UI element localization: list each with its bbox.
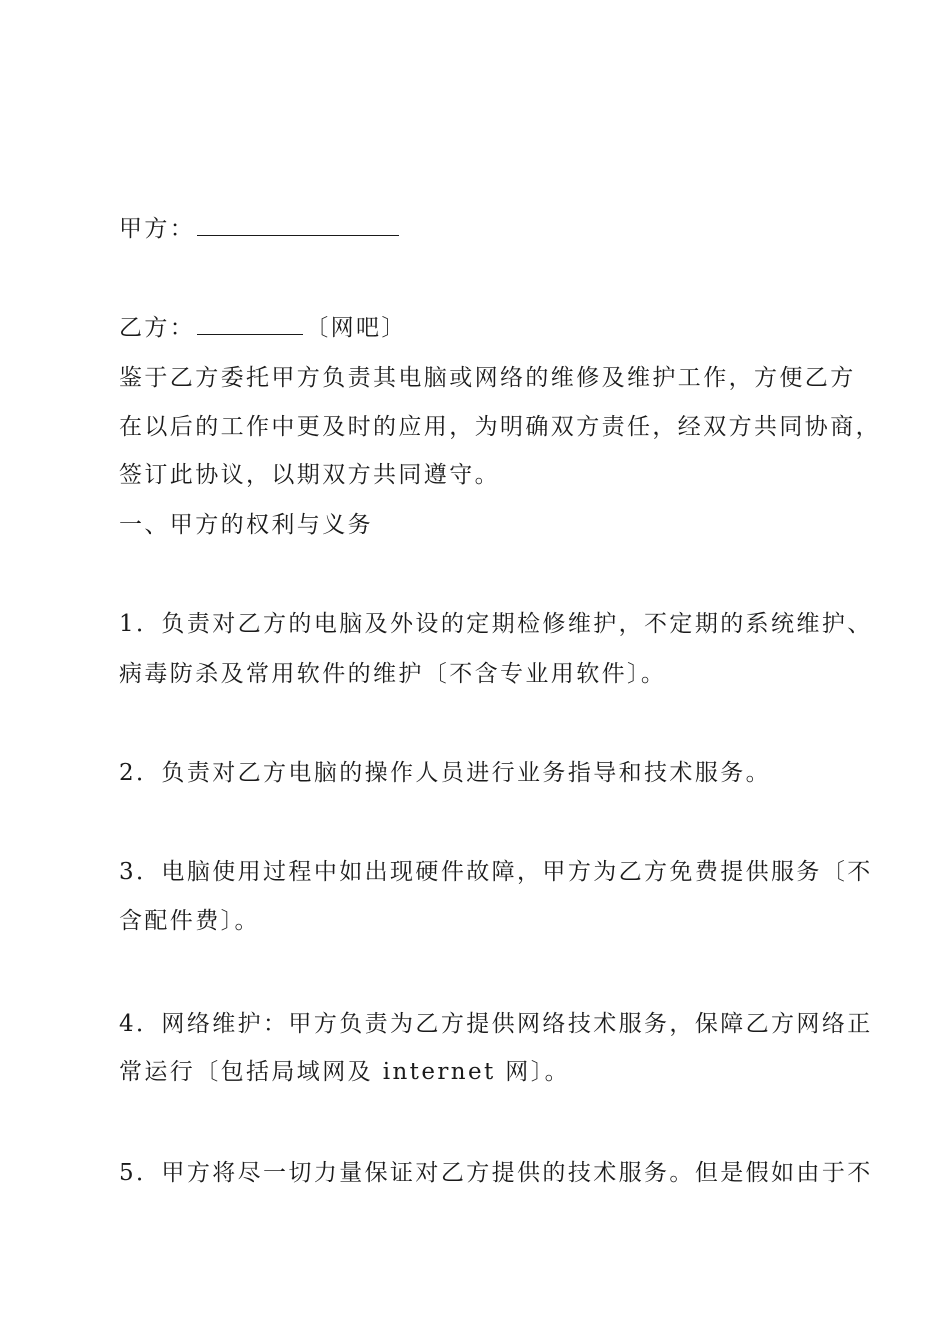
section-heading: 一、甲方的权利与义务 [119, 512, 373, 538]
clause-1-line-1: 1．负责对乙方的电脑及外设的定期检修维护，不定期的系统维护、 [119, 611, 873, 637]
clause-3-line-1: 3．电脑使用过程中如出现硬件故障，甲方为乙方免费提供服务〔不 [119, 859, 873, 885]
clause-1-line-2: 病毒防杀及常用软件的维护〔不含专业用软件〕。 [119, 661, 667, 687]
clause-3-line-2: 含配件费〕。 [119, 908, 260, 934]
party-b-line [119, 312, 407, 343]
party-a-label: 甲方： [119, 216, 196, 242]
party-a-line [119, 213, 399, 244]
preamble-line-1: 鉴于乙方委托甲方负责其电脑或网络的维修及维护工作，方便乙方 [119, 365, 856, 391]
party-b-suffix: 〔网吧〕 [305, 315, 407, 341]
clause-2-line-1: 2．负责对乙方电脑的操作人员进行业务指导和技术服务。 [119, 760, 772, 786]
clause-5-line-1: 5．甲方将尽一切力量保证对乙方提供的技术服务。但是假如由于不 [119, 1160, 873, 1186]
party-b-label: 乙方： [119, 315, 196, 341]
party-b-blank [197, 312, 303, 335]
clause-4-line-2: 常运行〔包括局域网及 internet 网〕。 [119, 1059, 571, 1085]
preamble-line-2: 在以后的工作中更及时的应用，为明确双方责任，经双方共同协商， [119, 414, 881, 440]
preamble-line-3: 签订此协议，以期双方共同遵守。 [119, 462, 500, 488]
clause-4-line-1: 4．网络维护：甲方负责为乙方提供网络技术服务，保障乙方网络正 [119, 1011, 873, 1037]
party-a-blank [197, 213, 399, 236]
